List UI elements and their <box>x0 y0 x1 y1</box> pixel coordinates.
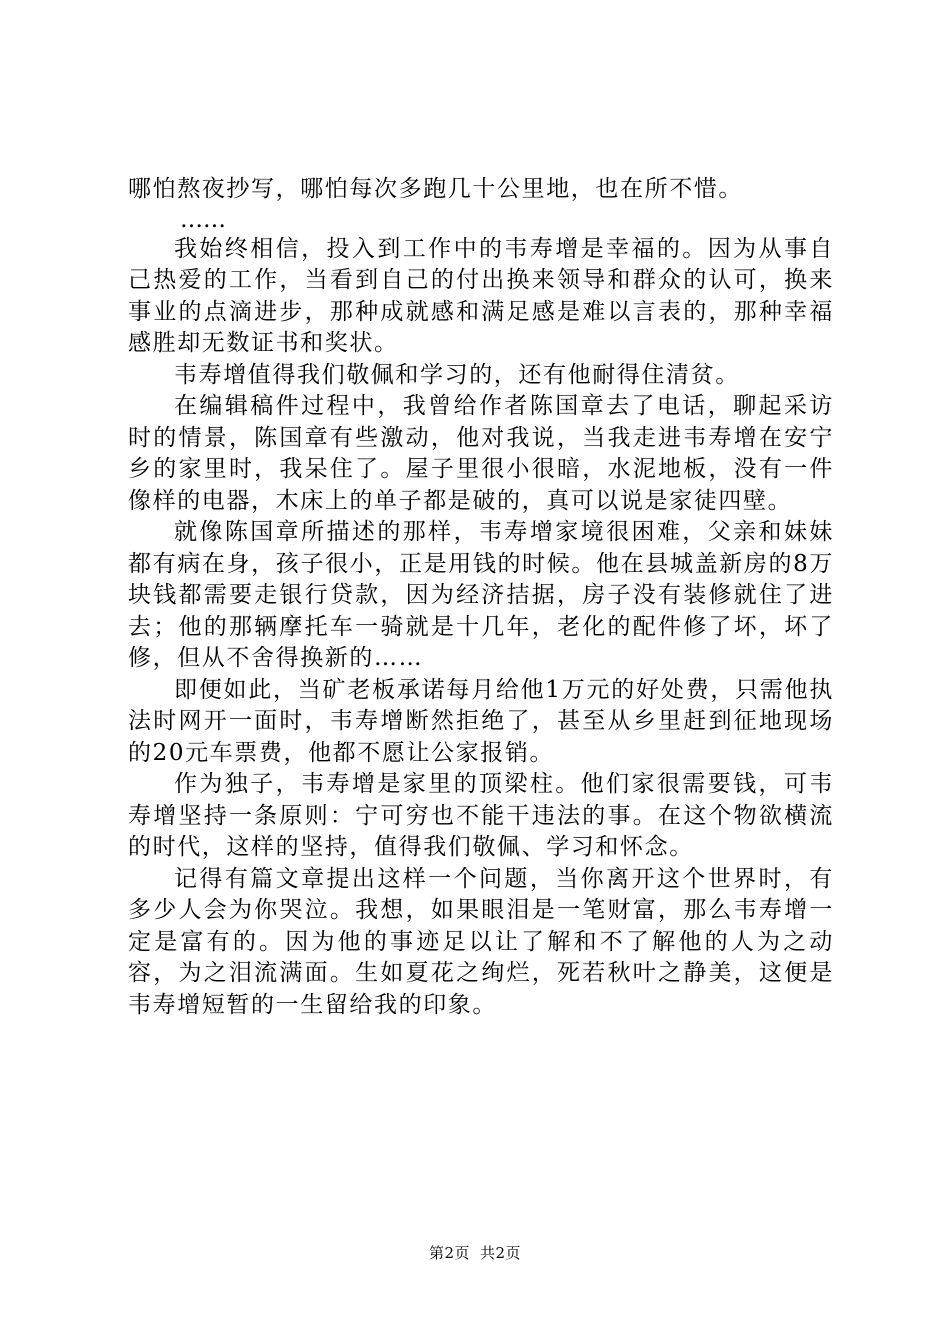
paragraph-conclusion: 记得有篇文章提出这样一个问题，当你离开这个世界时，有多少人会为你哭泣。我想，如果眼泪是一笔财富，那么韦寿增一定是富有的。因为他的事迹足以让了解和不了解他的人为之动容，为之泪流满面。生如夏花之绚烂，死若秋叶之静美，这便是韦寿增短暂的一生留给我的印象。 <box>128 865 834 1018</box>
paragraph-ellipsis: …… <box>180 206 226 233</box>
page-footer <box>0 1243 950 1263</box>
paragraph-principle: 作为独子，韦寿增是家里的顶梁柱。他们家很需要钱，可韦寿增坚持一条原则：宁可穷也不能干违法的事。在这个物欲横流的时代，这样的坚持，值得我们敬佩、学习和怀念。 <box>128 771 834 860</box>
paragraph-hardship: 就像陈国章所描述的那样，韦寿增家境很困难，父亲和妹妹都有病在身，孩子很小，正是用钱的时候。他在县城盖新房的8万块钱都需要走银行贷款，因为经济拮据，房子没有装修就住了进去；他的那辆摩托车一骑就是十几年，老化的配件修了坏，坏了修，但从不舍得换新的…… <box>128 519 834 671</box>
page-total: 共2页 <box>480 1244 522 1262</box>
page-number: 第2页 <box>428 1244 470 1262</box>
paragraph-interview: 在编辑稿件过程中，我曾给作者陈国章去了电话，聊起采访时的情景，陈国章有些激动，他对我说，当我走进韦寿增在安宁乡的家里时，我呆住了。屋子里很小很暗，水泥地板，没有一件像样的电器，木床上的单子都是破的，真可以说是家徒四壁。 <box>128 393 834 514</box>
paragraph-frugality-intro: 韦寿增值得我们敬佩和学习的，还有他耐得住清贫。 <box>174 361 740 388</box>
paragraph-refusal: 即便如此，当矿老板承诺每月给他1万元的好处费，只需他执法时网开一面时，韦寿增断然拒绝了，甚至从乡里赶到征地现场的20元车票费，他都不愿让公家报销。 <box>128 676 834 766</box>
paragraph-continuation: 哪怕熬夜抄写，哪怕每次多跑几十公里地，也在所不惜。 <box>128 176 743 202</box>
article-body <box>128 174 834 1021</box>
paragraph-happiness: 我始终相信，投入到工作中的韦寿增是幸福的。因为从事自己热爱的工作，当看到自己的付出换来领导和群众的认可，换来事业的点滴进步，那种成就感和满足感是难以言表的，那种幸福感胜却无数证书和奖状。 <box>128 235 834 356</box>
